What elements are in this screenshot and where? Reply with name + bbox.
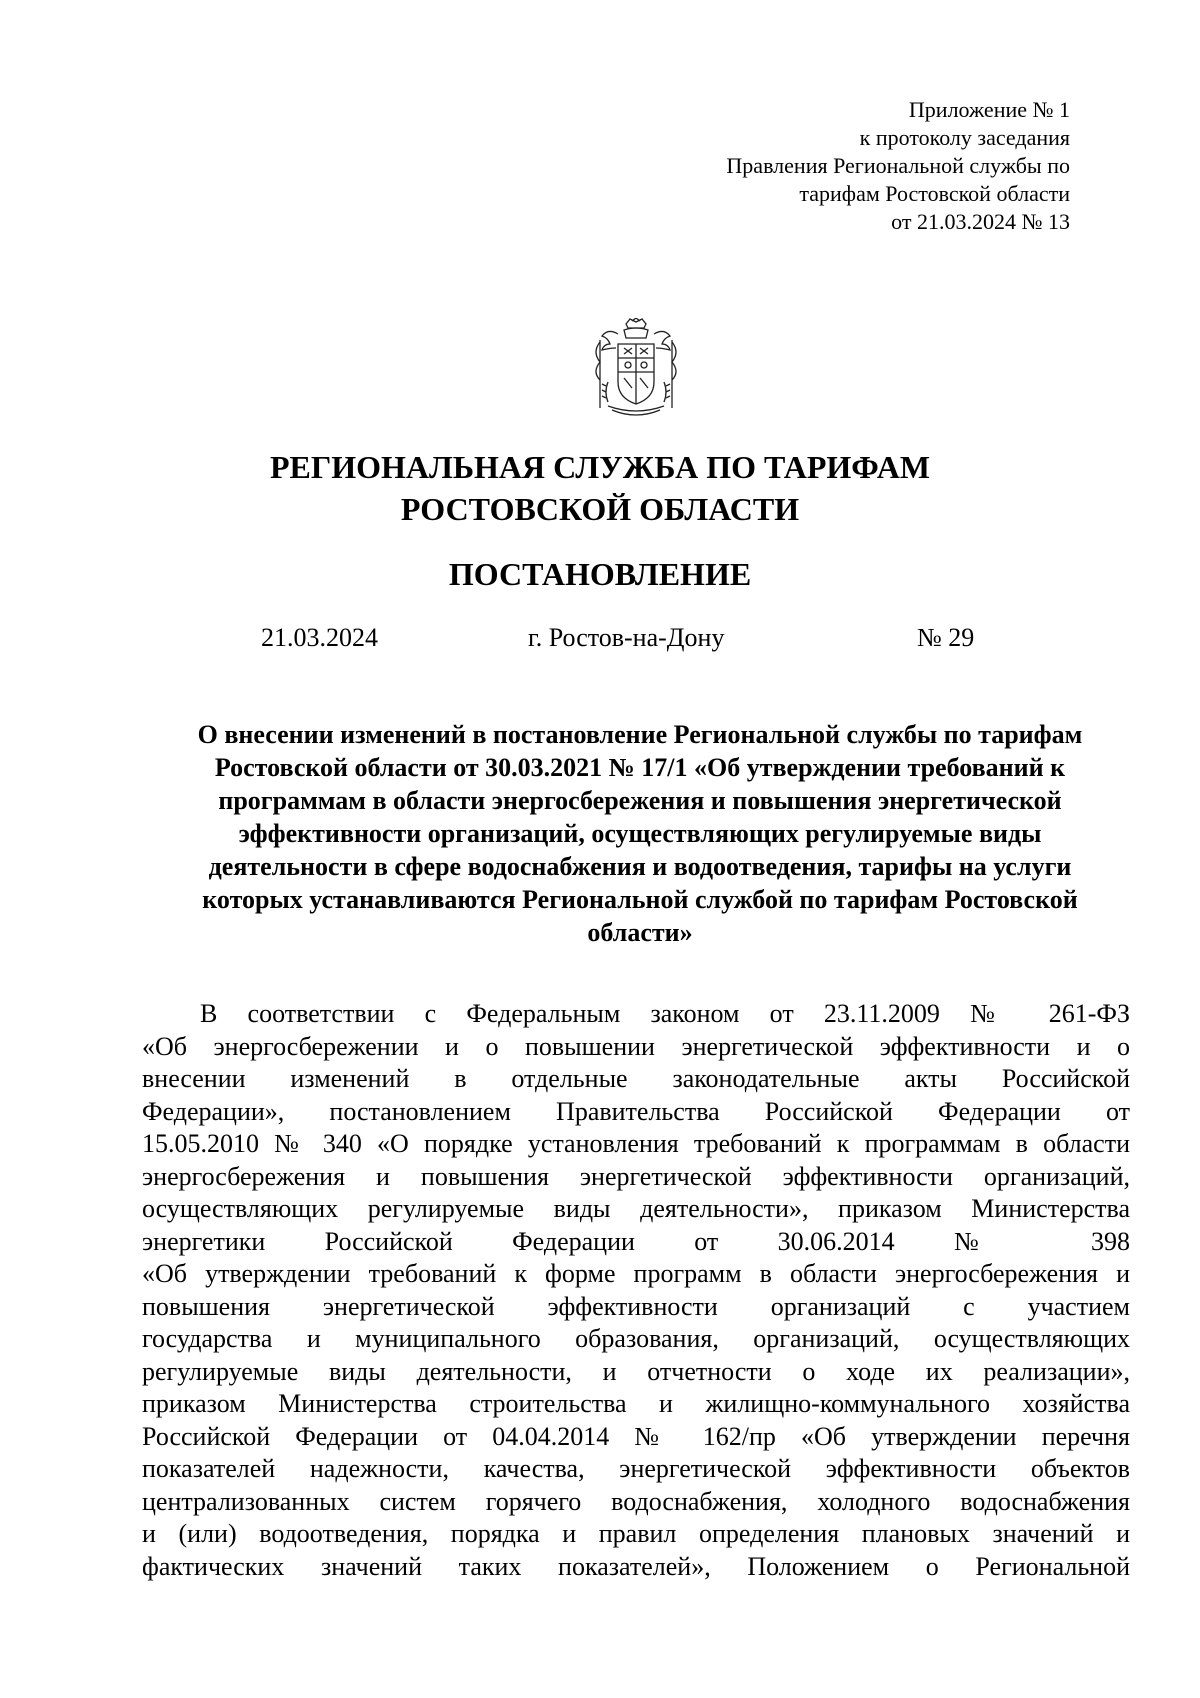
rostov-oblast-coat-of-arms-icon [588,318,684,422]
organization-name-line-1: РЕГИОНАЛЬНАЯ СЛУЖБА ПО ТАРИФАМ [269,449,931,485]
body-line-18: фактических значений таких показателей», Положением о Региональной [142,1551,1130,1581]
body-line-8: энергетики Российской Федерации от 30.06.2014 № 398 [142,1226,1130,1256]
body-line-3: внесении изменений в отдельные законодательные акты Российской [142,1064,1130,1093]
body-line-6: энергосбережения и повышения энергетической эффективности организаций, [142,1161,1130,1191]
appendix-line-2: к протоколу заседания [859,125,1070,150]
body-line-15: показателей надежности, качества, энергетической эффективности объектов [142,1454,1130,1483]
subject-line-7: области» [587,918,693,947]
subject-line-1: О внесении изменений в постановление Региональной службы по тарифам [197,720,1083,749]
body-paragraph [142,998,1130,1583]
body-line-14: Российской Федерации от 04.04.2014 № 162/пр «Об утверждении перечня [142,1421,1130,1451]
body-line-16: централизованных систем горячего водоснабжения, холодного водоснабжения [142,1486,1130,1516]
body-line-5: 15.05.2010 № 340 «О порядке установления требований к программам в области [142,1129,1130,1158]
document-subject [150,718,1130,949]
document-city: г. Ростов-на-Дону [528,623,725,652]
body-line-17: и (или) водоотведения, порядка и правил определения плановых значений и [142,1519,1130,1548]
body-line-13: приказом Министерства строительства и жилищно-коммунального хозяйства [142,1389,1130,1418]
document-date: 21.03.2024 [261,623,378,652]
appendix-note [650,96,1070,236]
appendix-line-1: Приложение № 1 [908,97,1070,122]
document-meta [0,620,1200,656]
appendix-line-3: Правления Региональной службы по [726,153,1070,178]
subject-line-5: деятельности в сфере водоснабжения и водоотведения, тарифы на услуги [208,852,1072,881]
subject-line-3: программам в области энергосбережения и повышения энергетической [218,786,1062,815]
body-line-2: «Об энергосбережении и о повышении энергетической эффективности и о [142,1031,1130,1061]
document-number: № 29 [917,623,975,652]
appendix-line-4: тарифам Ростовской области [799,181,1070,206]
subject-line-6: которых устанавливаются Региональной службой по тарифам Ростовской [202,885,1078,914]
subject-line-2: Ростовской области от 30.03.2021 № 17/1 «Об утверждении требований к [214,753,1066,782]
document-type: ПОСТАНОВЛЕНИЕ [448,556,752,592]
organization-name [0,446,1200,530]
subject-line-4: эффективности организаций, осуществляющих регулируемые виды [238,819,1042,848]
body-line-12: регулируемые виды деятельности, и отчетности о ходе их реализации», [142,1356,1130,1386]
body-line-10: повышения энергетической эффективности организаций с участием [142,1291,1130,1321]
body-line-1: В соответствии с Федеральным законом от 23.11.2009 № 261-ФЗ [200,999,1130,1028]
body-line-7: осуществляющих регулируемые виды деятельности», приказом Министерства [142,1194,1130,1223]
body-line-11: государства и муниципального образования, организаций, осуществляющих [142,1324,1130,1353]
body-line-9: «Об утверждении требований к форме программ в области энергосбережения и [142,1259,1130,1288]
organization-name-line-2: РОСТОВСКОЙ ОБЛАСТИ [400,491,800,527]
appendix-line-5: от 21.03.2024 № 13 [891,209,1070,234]
body-line-4: Федерации», постановлением Правительства Российской Федерации от [142,1096,1130,1126]
